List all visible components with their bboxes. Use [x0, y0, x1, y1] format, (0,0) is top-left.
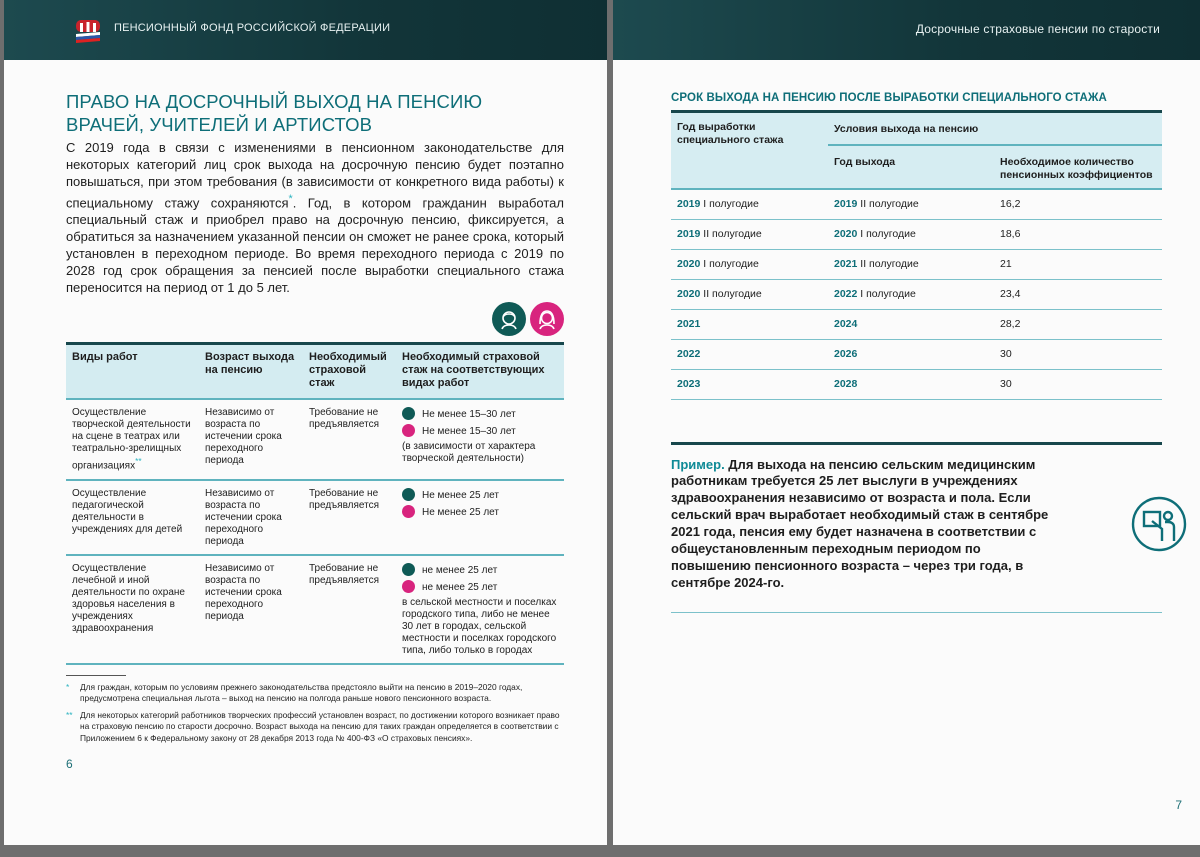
column-header: Виды работ — [66, 344, 199, 400]
man-icon — [492, 302, 526, 336]
org-name: ПЕНСИОННЫЙ ФОНД РОССИЙСКОЙ ФЕДЕРАЦИИ — [114, 22, 391, 34]
work-kind-cell: Осуществление педагогической деятельности в учреждениях для детей — [66, 480, 199, 555]
exit-year-cell — [828, 369, 994, 399]
year: 2019 — [677, 198, 701, 211]
coefficient-cell: 16,2 — [994, 189, 1162, 219]
men-dot-icon — [402, 488, 415, 501]
footnote-mark: * — [288, 192, 293, 205]
page-title: ПРАВО НА ДОСРОЧНЫЙ ВЫХОД НА ПЕНСИЮ ВРАЧЕЙ, УЧИТЕЛЕЙ И АРТИСТОВ — [66, 91, 483, 135]
men-dot-icon — [402, 563, 415, 576]
table-header-row — [66, 344, 564, 400]
page-number: 7 — [1175, 797, 1182, 812]
table-row — [66, 480, 564, 555]
half-year: I полугодие — [857, 288, 916, 300]
early-pension-table — [66, 342, 564, 664]
half-year: I полугодие — [700, 198, 759, 211]
year: 2020 — [834, 228, 858, 240]
intro-text-cont: . Год, в котором гражданин выработал специальный стаж и приобрел право на досрочную пенсию, фиксируется, а обратиться за назначением указанной пенсии он сможет не ранее срока, который установлен в переходном периоде. Во время переходного периода с 2019 по 2028 год срок обращения за пенсией после выработки специального стажа переносится на период от 1 до 5 лет. — [66, 195, 564, 295]
section-title: Досрочные страховые пенсии по старости — [915, 22, 1160, 36]
women-dot-icon — [402, 580, 415, 593]
teacher-icon — [1130, 495, 1188, 553]
example-paragraph — [671, 457, 1051, 592]
special-stazh-cell — [396, 399, 564, 479]
age-cell: Независимо от возраста по истечении срока переходного периода — [199, 480, 303, 555]
half-year: II полугодие — [857, 258, 919, 270]
left-page — [4, 0, 607, 845]
gender-icons — [66, 302, 564, 336]
men-value: Не менее 15–30 лет — [422, 409, 516, 421]
footnote-text: Для граждан, которым по условиям прежнего законодательства предстояло выйти на пенсию в 2019–2020 годах, предусмотрена специальная льгота – выход на пенсию на полгода раньше нового пенсионного возраста. — [80, 681, 523, 704]
year: 2026 — [834, 348, 858, 360]
exit-year-cell — [828, 249, 994, 279]
year: 2021 — [834, 258, 858, 270]
page-number: 6 — [66, 757, 73, 772]
insurance-cell: Требование не предъявляется — [303, 480, 396, 555]
column-header: Год выхода — [828, 145, 994, 189]
men-dot-icon — [402, 407, 415, 420]
exit-year-cell — [828, 189, 994, 219]
intro-text: С 2019 года в связи с изменениями в пенсионном законодательстве для некоторых категорий лиц срок выхода на досрочную пенсию будет поэтапно повышаться, при этом требования (в зависимости от конкретного вида работы) к специальному стажу сохраняются — [66, 140, 564, 211]
column-header: Возраст выхода на пенсию — [199, 344, 303, 400]
work-year-cell — [671, 279, 828, 309]
coefficient-cell: 23,4 — [994, 279, 1162, 309]
work-kind-cell: Осуществление лечебной и иной деятельности по охране здоровья населения в учреждениях здравоохранения — [66, 555, 199, 664]
footnote — [66, 710, 564, 745]
half-year: I полугодие — [700, 258, 759, 270]
women-value: Не менее 15–30 лет — [422, 426, 516, 438]
footnote-mark: ** — [66, 709, 73, 720]
half-year: II полугодие — [857, 198, 919, 211]
women-value: Не менее 25 лет — [422, 506, 499, 518]
pfr-logo-icon — [74, 17, 102, 43]
work-year-cell — [671, 219, 828, 249]
table-row — [66, 555, 564, 664]
half-year: II полугодие — [700, 228, 762, 240]
year: 2024 — [834, 318, 858, 330]
year: 2022 — [834, 288, 858, 300]
footnote — [66, 682, 564, 705]
column-header: Необходимое количество пенсионных коэффициентов — [994, 145, 1162, 189]
table-row — [671, 369, 1162, 399]
column-group-header: Условия выхода на пенсию — [828, 112, 1162, 146]
work-kind-cell — [66, 399, 199, 479]
men-value: не менее 25 лет — [422, 564, 498, 576]
year: 2022 — [677, 348, 701, 360]
left-content — [4, 60, 607, 771]
table-row — [671, 339, 1162, 369]
table-row — [671, 309, 1162, 339]
footnote-divider — [66, 675, 126, 676]
table-row — [671, 189, 1162, 219]
example-text: Для выхода на пенсию сельским медицинским работникам требуется 25 лет выслуги в учреждениях здравоохранения независимо от возраста и пола. Если сельский врач выработает необходимый стаж в сентябре 2021 года, пенсия ему будет назначена в соответствии с общеустановленным переходным периодом по повышению пенсионного возраста – через три года, в сентябре 2024-го. — [671, 456, 1049, 590]
column-header: Год выработки специального стажа — [671, 112, 828, 190]
table-row — [671, 249, 1162, 279]
example-lead: Пример. — [671, 456, 725, 472]
intro-paragraph — [66, 140, 564, 296]
woman-icon — [530, 302, 564, 336]
coefficient-cell: 30 — [994, 369, 1162, 399]
work-kind: Осуществление творческой деятельности на сцене в театрах или театрально-зрелищных организациях — [72, 407, 191, 472]
work-year-cell — [671, 369, 828, 399]
year: 2023 — [677, 378, 701, 390]
half-year: I полугодие — [857, 228, 916, 240]
insurance-cell: Требование не предъявляется — [303, 555, 396, 664]
work-year-cell — [671, 309, 828, 339]
exit-year-cell — [828, 339, 994, 369]
right-page — [613, 0, 1200, 845]
footnote-mark: * — [66, 681, 70, 692]
table-row — [671, 219, 1162, 249]
age-cell: Независимо от возраста по истечении срока переходного периода — [199, 555, 303, 664]
year: 2020 — [677, 258, 701, 270]
note: (в зависимости от характера творческой деятельности) — [402, 441, 536, 465]
footnote-text: Для некоторых категорий работников творческих профессий установлен возраст, по достижении которого возникает право на страховую пенсию по старости досрочно. Возраст выхода на пенсию для таких граждан определяется в соответствии с Приложением 6 к Федеральному закону от 28 декабря 2013 года № 400-ФЗ «О страховых пенсиях». — [80, 709, 560, 743]
year: 2020 — [677, 288, 701, 300]
men-value: Не менее 25 лет — [422, 489, 499, 501]
age-cell: Независимо от возраста по истечении срока переходного периода — [199, 399, 303, 479]
year: 2019 — [834, 198, 858, 211]
work-year-cell — [671, 339, 828, 369]
special-stazh-cell — [396, 480, 564, 555]
exit-year-cell — [828, 309, 994, 339]
women-dot-icon — [402, 424, 415, 437]
coefficient-cell: 30 — [994, 339, 1162, 369]
year: 2021 — [677, 318, 701, 330]
exit-year-cell — [828, 219, 994, 249]
women-dot-icon — [402, 505, 415, 518]
column-header: Необходимый страховой стаж — [303, 344, 396, 400]
coefficient-cell: 18,6 — [994, 219, 1162, 249]
exit-year-cell — [828, 279, 994, 309]
example-block — [671, 445, 1162, 612]
year: 2028 — [834, 378, 858, 390]
insurance-cell: Требование не предъявляется — [303, 399, 396, 479]
coefficient-cell: 28,2 — [994, 309, 1162, 339]
table-title: СРОК ВЫХОДА НА ПЕНСИЮ ПОСЛЕ ВЫРАБОТКИ СПЕЦИАЛЬНОГО СТАЖА — [671, 92, 1107, 104]
retirement-schedule-table — [671, 110, 1162, 400]
table-row — [671, 279, 1162, 309]
year: 2019 — [677, 228, 701, 240]
work-year-cell — [671, 189, 828, 219]
header-bar — [613, 0, 1200, 60]
column-header: Необходимый страховой стаж на соответствующих видах работ — [396, 344, 564, 400]
right-content — [613, 60, 1200, 812]
header-bar — [4, 0, 607, 60]
women-value: не менее 25 лет — [422, 581, 498, 593]
half-year: II полугодие — [700, 288, 762, 300]
table-header-row — [671, 112, 1162, 146]
work-year-cell — [671, 249, 828, 279]
special-stazh-cell — [396, 555, 564, 664]
note: в сельской местности и поселках городского типа, либо не менее 30 лет в городах, сельской местности и поселках городского типа, либо только в городах — [402, 596, 557, 656]
coefficient-cell: 21 — [994, 249, 1162, 279]
divider — [671, 612, 1162, 613]
footnote-mark: ** — [135, 456, 142, 467]
table-row — [66, 399, 564, 479]
